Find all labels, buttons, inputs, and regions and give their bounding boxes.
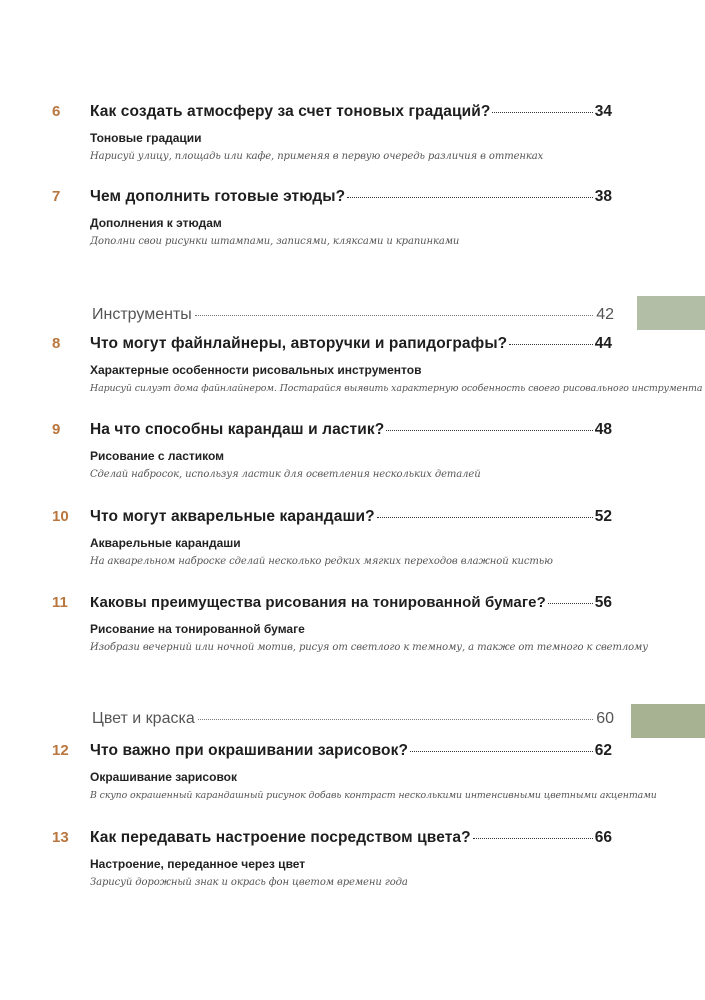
toc-entry-row xyxy=(52,421,612,443)
chapter-number: 7 xyxy=(52,188,61,205)
toc-entry-row xyxy=(52,742,612,764)
leader-dots xyxy=(198,719,593,720)
page-number: 44 xyxy=(594,335,612,352)
chapter-title: Как создать атмосферу за счет тоновых градаций? xyxy=(90,103,491,120)
chapter-subtitle: Рисование на тонированной бумаге xyxy=(90,622,305,636)
toc-entry-8 xyxy=(52,335,703,394)
chapter-number: 9 xyxy=(52,421,61,438)
toc-entry-row xyxy=(52,508,612,530)
page-number: 38 xyxy=(594,188,612,205)
section-page-number: 42 xyxy=(596,306,614,323)
section-heading-color-paint xyxy=(92,710,614,728)
chapter-subtitle: Акварельные карандаши xyxy=(90,536,241,550)
toc-entry-13 xyxy=(52,829,612,888)
section-tab-marker xyxy=(637,296,705,330)
leader-dots xyxy=(377,517,593,518)
toc-entry-7 xyxy=(52,188,612,247)
chapter-task: Изобрази вечерний или ночной мотив, рисуя от светлого к темному, а также от темного к светлому xyxy=(90,642,648,653)
chapter-title: Каковы преимущества рисования на тонированной бумаге? xyxy=(90,594,546,611)
section-page-number: 60 xyxy=(596,710,614,727)
toc-entry-row xyxy=(52,103,612,125)
section-title: Цвет и краска xyxy=(92,710,195,727)
chapter-title: Что могут файнлайнеры, авторучки и рапидографы? xyxy=(90,335,508,352)
chapter-title: Чем дополнить готовые этюды? xyxy=(90,188,346,205)
leader-dots xyxy=(509,344,593,345)
leader-dots xyxy=(195,315,593,316)
chapter-number: 12 xyxy=(52,742,69,759)
page-number: 56 xyxy=(594,594,612,611)
leader-dots xyxy=(492,112,592,113)
section-heading-instruments xyxy=(92,306,614,324)
chapter-title: Что важно при окрашивании зарисовок? xyxy=(90,742,409,759)
chapter-subtitle: Окрашивание зарисовок xyxy=(90,770,237,784)
chapter-task: Нарисуй силуэт дома файнлайнером. Постарайся выявить характерную особенность своего рисовального инструмента xyxy=(90,383,703,394)
page-number: 48 xyxy=(594,421,612,438)
page-number: 52 xyxy=(594,508,612,525)
chapter-subtitle: Рисование с ластиком xyxy=(90,449,225,463)
chapter-task: На акварельном наброске сделай несколько редких мягких переходов влажной кистью xyxy=(90,556,553,567)
chapter-number: 8 xyxy=(52,335,61,352)
chapter-task: Зарисуй дорожный знак и окрась фон цветом времени года xyxy=(90,877,408,888)
chapter-title: Как передавать настроение посредством цвета? xyxy=(90,829,471,846)
toc-entry-6 xyxy=(52,103,612,162)
leader-dots xyxy=(473,838,593,839)
chapter-number: 11 xyxy=(52,594,68,611)
page-number: 34 xyxy=(594,103,612,120)
toc-entry-row xyxy=(52,829,612,851)
leader-dots xyxy=(386,430,592,431)
chapter-task: Нарисуй улицу, площадь или кафе, применяя в первую очередь различия в оттенках xyxy=(90,151,544,162)
leader-dots xyxy=(347,197,593,198)
toc-entry-row xyxy=(52,594,612,616)
chapter-subtitle: Настроение, переданное через цвет xyxy=(90,857,306,871)
chapter-number: 6 xyxy=(52,103,61,120)
chapter-task: Дополни свои рисунки штампами, записями, кляксами и крапинками xyxy=(90,236,460,247)
chapter-title: На что способны карандаш и ластик? xyxy=(90,421,385,438)
toc-entry-row xyxy=(52,188,612,210)
chapter-task: В скупо окрашенный карандашный рисунок добавь контраст несколькими интенсивными цветными акцентами xyxy=(90,790,657,801)
leader-dots xyxy=(548,603,593,604)
page-number: 62 xyxy=(594,742,612,759)
leader-dots xyxy=(410,751,593,752)
section-title: Инструменты xyxy=(92,306,192,323)
chapter-number: 10 xyxy=(52,508,69,525)
toc-entry-9 xyxy=(52,421,612,480)
page-number: 66 xyxy=(594,829,612,846)
chapter-task: Сделай набросок, используя ластик для осветления нескольких деталей xyxy=(90,469,481,480)
toc-entry-10 xyxy=(52,508,612,567)
chapter-subtitle: Тоновые градации xyxy=(90,131,202,145)
section-tab-marker xyxy=(631,704,705,738)
chapter-title: Что могут акварельные карандаши? xyxy=(90,508,375,525)
chapter-subtitle: Характерные особенности рисовальных инструментов xyxy=(90,363,422,377)
chapter-number: 13 xyxy=(52,829,69,846)
toc-entry-12 xyxy=(52,742,657,801)
toc-entry-11 xyxy=(52,594,648,653)
toc-entry-row xyxy=(52,335,612,357)
chapter-subtitle: Дополнения к этюдам xyxy=(90,216,222,230)
